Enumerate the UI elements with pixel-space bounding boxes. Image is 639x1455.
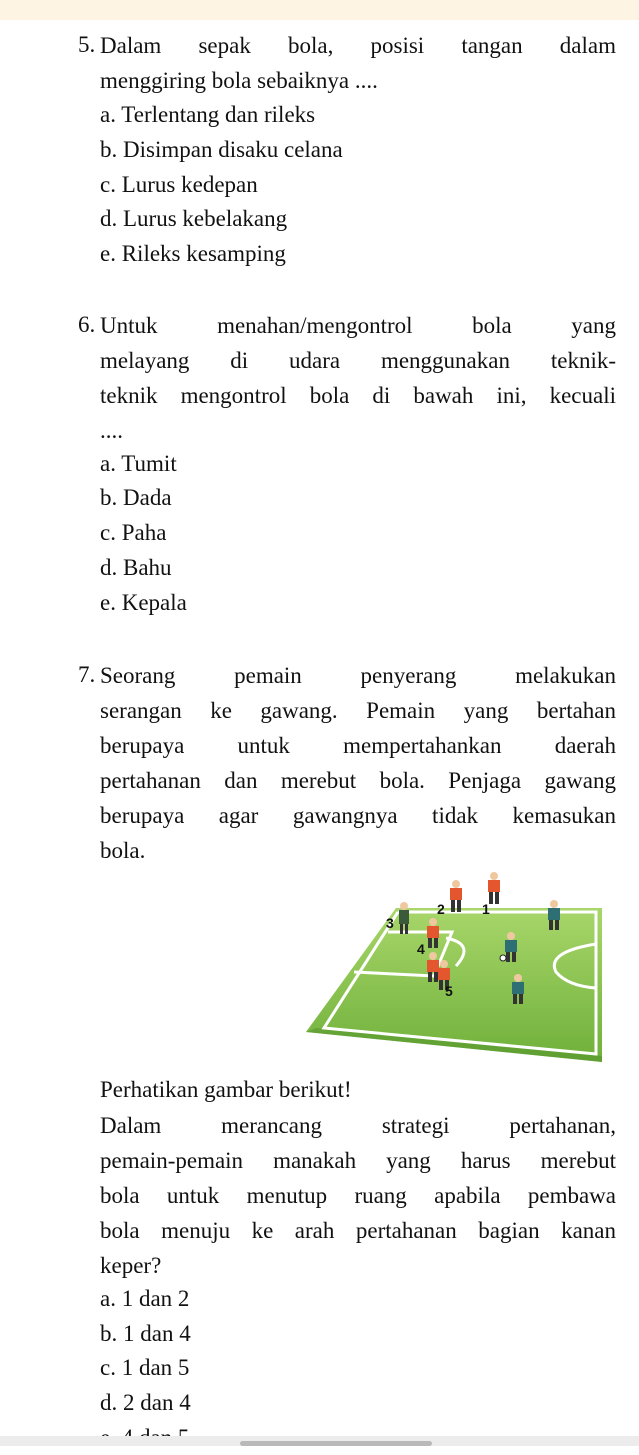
question-line: bola. [100,838,146,863]
soccer-field-figure [306,868,616,1062]
question-number: 7. [78,662,96,687]
label-5: 5 [445,983,453,999]
question-line: Dalam merancang strategi pertahanan, [100,1113,616,1138]
question-line: Untuk menahan/mengontrol bola yang [100,313,616,338]
question-line: berupaya agar gawangnya tidak kemasukan [100,803,616,828]
question-line: pemain-pemain manakah yang harus merebut [100,1148,616,1173]
option-b[interactable]: b. Dada [100,485,172,510]
question-text [100,658,616,868]
option-e[interactable]: e. Rileks kesamping [100,241,286,266]
option-a[interactable]: a. 1 dan 2 [100,1286,190,1311]
question-line: .... [100,418,123,443]
question-line: berupaya untuk mempertahankan daerah [100,733,616,758]
option-c[interactable]: c. Lurus kedepan [100,172,258,197]
question-line: teknik mengontrol bola di bawah ini, kecuali [100,383,616,408]
question-line: Seorang pemain penyerang melakukan [100,663,616,688]
player-2 [450,880,462,912]
question-text [100,308,616,448]
question-line: pertahanan dan merebut bola. Penjaga gawang [100,768,616,793]
question-line: bola menuju ke arah pertahanan bagian kanan [100,1218,616,1243]
option-c[interactable]: c. 1 dan 5 [100,1355,190,1380]
question-line: bola untuk menutup ruang apabila pembawa [100,1183,616,1208]
option-d[interactable]: d. 2 dan 4 [100,1390,191,1415]
question-number: 6. [78,312,96,337]
option-c[interactable]: c. Paha [100,520,167,545]
question-number: 5. [78,32,96,57]
option-b[interactable]: b. Disimpan disaku celana [100,137,343,162]
label-1: 1 [482,901,490,917]
option-b[interactable]: b. 1 dan 4 [100,1321,191,1346]
player-1 [488,872,500,904]
question-line: menggiring bola sebaiknya .... [100,68,378,93]
option-d[interactable]: d. Bahu [100,555,172,580]
option-e[interactable]: e. Kepala [100,590,187,615]
option-a[interactable]: a. Terlentang dan rileks [100,102,316,127]
soccer-field-svg [306,868,616,1062]
question-line: melayang di udara menggunakan teknik- [100,348,616,373]
question-line: keper? [100,1253,162,1278]
figure-instruction: Perhatikan gambar berikut! [100,1077,352,1102]
top-strip [0,0,639,20]
ball [500,955,506,961]
label-2: 2 [437,901,445,917]
question-line: serangan ke gawang. Pemain yang bertahan [100,698,616,723]
option-a[interactable]: a. Tumit [100,451,177,476]
question-line: Dalam sepak bola, posisi tangan dalam [100,33,616,58]
sub-question-text [100,1108,616,1283]
label-3: 3 [386,915,394,931]
option-d[interactable]: d. Lurus kebelakang [100,206,288,231]
scrollbar-thumb[interactable] [240,1441,432,1446]
question-text [100,28,616,98]
label-4: 4 [417,941,425,957]
